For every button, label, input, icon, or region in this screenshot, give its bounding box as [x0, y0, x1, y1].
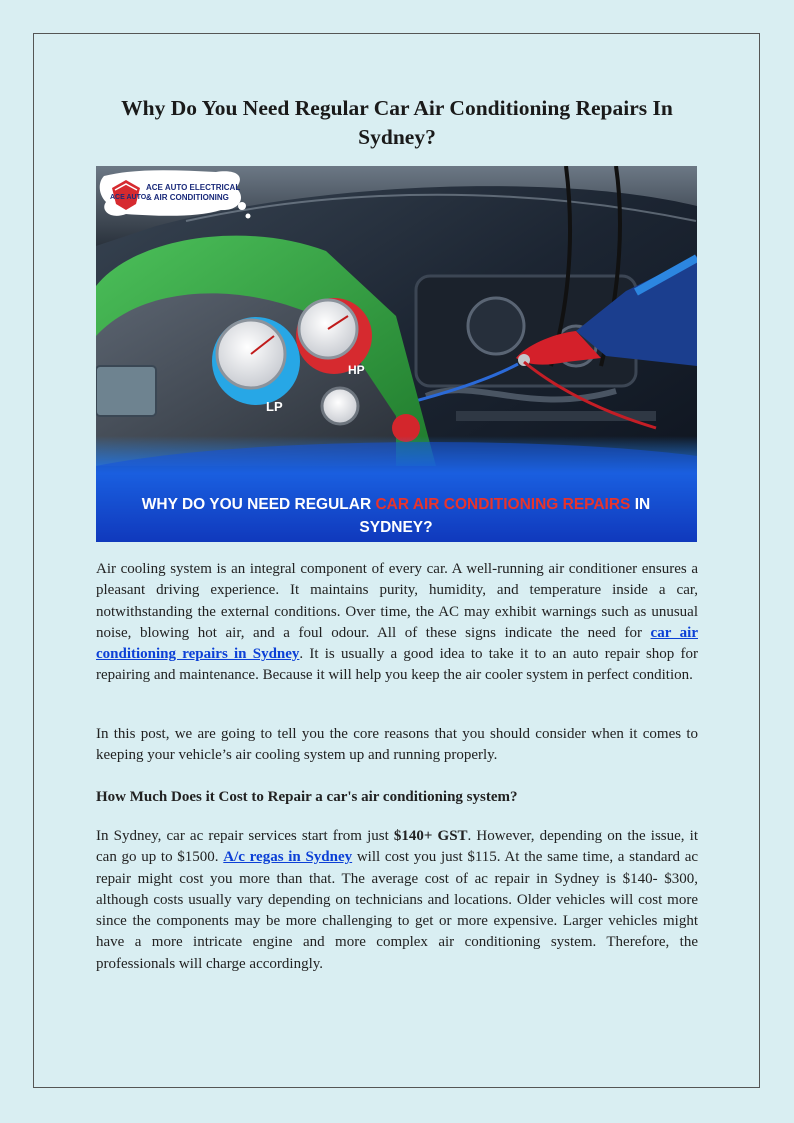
paragraph-post-intro: In this post, we are going to tell you the core reasons that you should consider when it comes to keeping your vehicle’s air cooling system up and running properly.	[96, 726, 698, 764]
hero-image	[96, 166, 697, 542]
section-heading-cost: How Much Does it Cost to Repair a car's air conditioning system?	[96, 789, 518, 805]
article-title: Why Do You Need Regular Car Air Conditioning Repairs In Sydney?	[121, 96, 673, 149]
price-highlight: $140+ GST	[393, 828, 468, 844]
svg-text:ACE AUTO ELECTRICAL: ACE AUTO ELECTRICAL	[146, 183, 241, 192]
svg-text:& AIR CONDITIONING: & AIR CONDITIONING	[146, 193, 229, 202]
link-ac-regas[interactable]: A/c regas in Sydney	[223, 849, 353, 866]
banner-line2: SYDNEY?	[359, 519, 433, 536]
paragraph-cost: In Sydney, car ac repair services start from just $140+ GST. However, depending on the issue, it can go up to $1500. A/c regas in Sydney will cost you just $115. At the same time, a standard ac repair might cost you more than that. The average cost of ac repair in Sydney is $140- $300, although costs usually vary depending on technicians and locations. Older vehicles will cost more since the components may be more challenging to get or more expensive. Larger vehicles might have a more intricate engine and more complex air conditioning system. Therefore, the professionals will charge accordingly.	[96, 828, 699, 972]
link-car-ac-repairs[interactable]: car air conditioning repairs in Sydney	[96, 624, 698, 663]
svg-text:HP: HP	[348, 363, 365, 377]
banner-line1: WHY DO YOU NEED REGULAR CAR AIR CONDITIONING REPAIRS IN	[141, 496, 651, 513]
paragraph-intro: Air cooling system is an integral component of every car. A well-running air conditioner ensures a pleasant driving experience. It maintains purity, humidity, and temperature inside a car, notwithstanding the external conditions. Over time, the AC may exhibit warnings such as unusual noise, blowing hot air, and a foul odour. All of these signs indicate the need for car air conditioning repairs in Sydney. It is usually a good idea to take it to an auto repair shop for repairing and maintenance. Because it will help you keep the air cooler system in perfect condition.	[96, 561, 698, 684]
svg-text:LP: LP	[266, 399, 283, 414]
svg-text:ACE AUTO: ACE AUTO	[110, 194, 147, 201]
